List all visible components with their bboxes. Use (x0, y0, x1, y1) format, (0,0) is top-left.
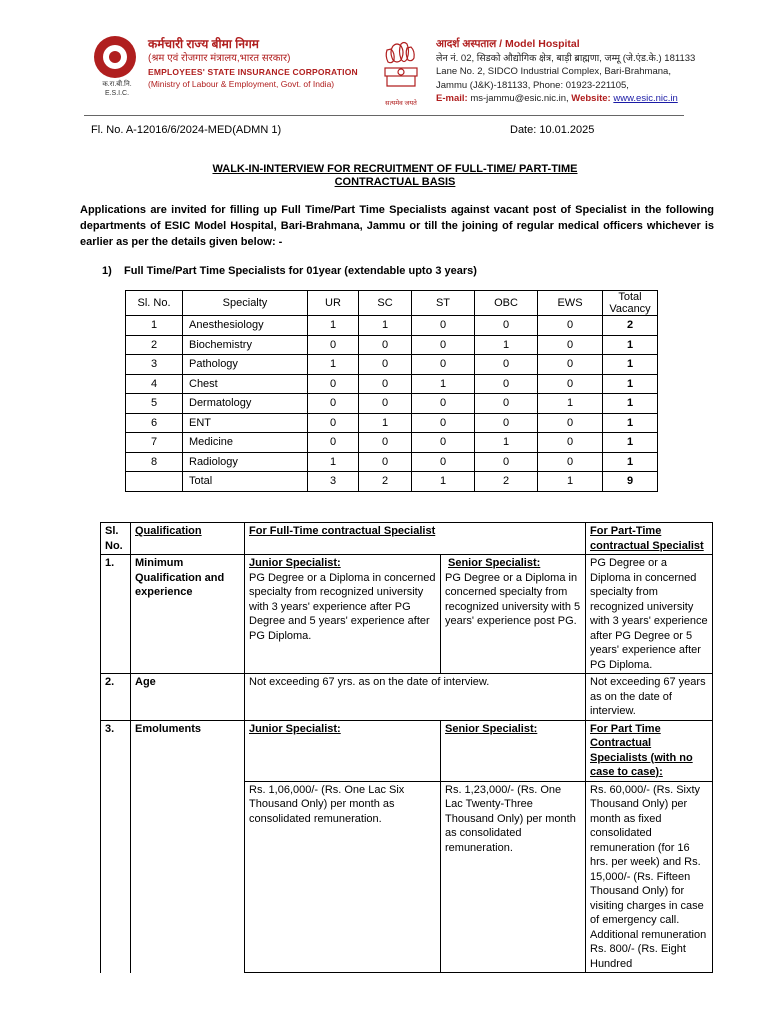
section-1-text: Full Time/Part Time Specialists for 01year (extendable upto 3 years) (124, 265, 477, 277)
junior-specialist-qualification: PG Degree or a Diploma in concerned specialty from recognized university with 3 years' experience after PG Degree and 5 years' experience after PG Diploma. (249, 571, 436, 642)
document-date: Date: 10.01.2025 (510, 124, 595, 136)
qual-row-3-sl: 3. (101, 720, 131, 973)
cell-st: 0 (412, 433, 475, 453)
cell-ur: 0 (308, 394, 359, 414)
cell-st: 0 (412, 316, 475, 336)
ministry-english: (Ministry of Labour & Employment, Govt. of India) (148, 79, 335, 89)
cell-specialty: Dermatology (183, 394, 308, 414)
emoluments-part-time-value: Rs. 60,000/- (Rs. Sixty Thousand Only) per month as fixed consolidated remuneration (for 16 hrs. per week) and Rs. 15,000/- (Rs. Fifteen Thousand Only) for visiting charges in case of emergency call. Additional remuneration Rs. 800/- (Rs. Eight Hundred (586, 781, 713, 973)
cell-sl-no: 8 (126, 452, 183, 472)
cell-obc: 1 (475, 335, 538, 355)
header-sc: SC (359, 291, 412, 316)
qual-header-part-time: For Part-Time contractual Specialist (586, 523, 713, 555)
cell-sl-no: 6 (126, 413, 183, 433)
cell-sc: 0 (359, 374, 412, 394)
cell-total-vacancy: 1 (603, 452, 658, 472)
emoluments-senior-heading: Senior Specialist: (441, 720, 586, 781)
qual-header-sl: Sl. No. (101, 523, 131, 555)
website-link[interactable]: www.esic.nic.in (613, 93, 678, 104)
total-st: 1 (412, 472, 475, 492)
cell-st: 0 (412, 452, 475, 472)
hospital-address-line-2: Jammu (J&K)-181133, Phone: 01923-221105, (436, 79, 629, 91)
header-ur: UR (308, 291, 359, 316)
cell-obc: 0 (475, 316, 538, 336)
cell-specialty: Pathology (183, 355, 308, 375)
vacancy-table (125, 290, 658, 492)
qual-row-1-senior (441, 555, 586, 674)
cell-sl-no: 2 (126, 335, 183, 355)
title-line-2: CONTRACTUAL BASIS (334, 176, 456, 188)
cell-ews: 0 (538, 374, 603, 394)
cell-obc: 0 (475, 394, 538, 414)
cell-specialty: Radiology (183, 452, 308, 472)
senior-specialist-qualification: PG Degree or a Diploma in concerned specialty from recognized university with 5 years' experience post PG. (445, 571, 581, 627)
emoluments-junior-heading: Junior Specialist: (245, 720, 441, 781)
cell-total-vacancy: 1 (603, 413, 658, 433)
cell-sc: 0 (359, 433, 412, 453)
header-st: ST (412, 291, 475, 316)
header-obc: OBC (475, 291, 538, 316)
cell-specialty: ENT (183, 413, 308, 433)
qualification-table (100, 522, 713, 973)
table-row (126, 316, 658, 336)
cell-sc: 0 (359, 355, 412, 375)
emblem-caption: सत्यमेव जयते (385, 100, 417, 107)
cell-sc: 1 (359, 413, 412, 433)
cell-ews: 0 (538, 355, 603, 375)
total-ur: 3 (308, 472, 359, 492)
table-total-row (126, 472, 658, 492)
hospital-address-line-1: Lane No. 2, SIDCO Industrial Complex, Bari-Brahmana, (436, 66, 671, 77)
cell-sl-no: 7 (126, 433, 183, 453)
cell-sc: 0 (359, 335, 412, 355)
qual-row-min-qualification (101, 555, 713, 674)
section-1-heading (102, 265, 477, 277)
hospital-name: आदर्श अस्पताल / Model Hospital (436, 38, 580, 50)
table-row (126, 433, 658, 453)
cell-sl-no: 5 (126, 394, 183, 414)
qual-row-2-full-time: Not exceeding 67 yrs. as on the date of interview. (245, 674, 586, 721)
cell-ur: 0 (308, 374, 359, 394)
hospital-address-hindi: लेन नं. 02, सिडको औद्योगिक क्षेत्र, बाड़ी ब्राह्मणा, जम्मू (जे.एंड.के.) 181133 (436, 52, 696, 64)
org-name-english: EMPLOYEES' STATE INSURANCE CORPORATION (148, 67, 358, 77)
table-row (126, 394, 658, 414)
cell-sl-no: 1 (126, 316, 183, 336)
qual-row-1-label: Minimum Qualification and experience (131, 555, 245, 674)
cell-sc: 1 (359, 316, 412, 336)
emoluments-senior-value: Rs. 1,23,000/- (Rs. One Lac Twenty-Three Thousand Only) per month as consolidated remuneration. (441, 781, 586, 973)
cell-st: 0 (412, 413, 475, 433)
cell-ews: 0 (538, 433, 603, 453)
cell-ur: 0 (308, 413, 359, 433)
qual-row-2-label: Age (131, 674, 245, 721)
title-line-1: WALK-IN-INTERVIEW FOR RECRUITMENT OF FULL-TIME/ PART-TIME (212, 163, 578, 175)
hospital-address-block (436, 38, 696, 106)
email-label: E-mail: (436, 93, 468, 104)
esic-abbreviation: क.रा.बी.नि. E.S.I.C. (102, 81, 132, 97)
cell-total-vacancy: 1 (603, 394, 658, 414)
table-row (126, 374, 658, 394)
header-sl-no: Sl. No. (126, 291, 183, 316)
cell-ews: 1 (538, 394, 603, 414)
cell-sl-no: 3 (126, 355, 183, 375)
total-specialty: Total (183, 472, 308, 492)
total-obc: 2 (475, 472, 538, 492)
cell-sl-no: 4 (126, 374, 183, 394)
cell-ur: 0 (308, 335, 359, 355)
table-row (126, 452, 658, 472)
cell-specialty: Anesthesiology (183, 316, 308, 336)
qual-header-qualification: Qualification (131, 523, 245, 555)
emoluments-junior-value: Rs. 1,06,000/- (Rs. One Lac Six Thousand Only) per month as consolidated remuneration. (245, 781, 441, 973)
qual-header-full-time: For Full-Time contractual Specialist (245, 523, 586, 555)
cell-st: 0 (412, 335, 475, 355)
cell-ur: 1 (308, 355, 359, 375)
table-row (126, 355, 658, 375)
cell-st: 0 (412, 355, 475, 375)
cell-obc: 0 (475, 355, 538, 375)
vacancy-table-header-row (126, 291, 658, 316)
cell-ews: 0 (538, 335, 603, 355)
cell-specialty: Biochemistry (183, 335, 308, 355)
cell-specialty: Chest (183, 374, 308, 394)
intro-paragraph: Applications are invited for filling up Full Time/Part Time Specialists against vacant post of Specialist in the following departments of ESIC Model Hospital, Bari-Brahmana, Jammu or till the joining of regular medical officers whichever is earlier as per the details given below: - (80, 204, 714, 248)
cell-total-vacancy: 1 (603, 433, 658, 453)
qual-header-row (101, 523, 713, 555)
total-ews: 1 (538, 472, 603, 492)
cell-st: 1 (412, 374, 475, 394)
junior-specialist-heading: Junior Specialist: (249, 557, 341, 569)
cell-total-vacancy: 1 (603, 355, 658, 375)
cell-total-vacancy: 1 (603, 335, 658, 355)
qual-row-2-part-time: Not exceeding 67 years as on the date of interview. (586, 674, 713, 721)
cell-obc: 0 (475, 413, 538, 433)
cell-ur: 0 (308, 433, 359, 453)
letterhead (90, 36, 696, 116)
cell-specialty: Medicine (183, 433, 308, 453)
hospital-contact-line (436, 92, 696, 106)
cell-obc: 0 (475, 452, 538, 472)
cell-obc: 1 (475, 433, 538, 453)
website-label: Website: (571, 93, 611, 104)
cell-sc: 0 (359, 452, 412, 472)
cell-ews: 0 (538, 316, 603, 336)
senior-specialist-heading: Senior Specialist: (448, 557, 541, 569)
table-row (126, 335, 658, 355)
qual-row-age (101, 674, 713, 721)
cell-ews: 0 (538, 413, 603, 433)
total-sc: 2 (359, 472, 412, 492)
qual-row-1-sl: 1. (101, 555, 131, 674)
esic-logo-icon (94, 36, 136, 78)
total-total-vacancy: 9 (603, 472, 658, 492)
cell-ews: 0 (538, 452, 603, 472)
letterhead-divider (84, 115, 684, 116)
cell-ur: 1 (308, 452, 359, 472)
qual-row-3-label: Emoluments (131, 720, 245, 973)
org-name-hindi: कर्मचारी राज्य बीमा निगम (148, 37, 259, 51)
header-total-vacancy: Total Vacancy (603, 291, 658, 316)
section-1-number: 1) (102, 265, 112, 277)
document-title (120, 163, 670, 189)
qual-row-1-junior (245, 555, 441, 674)
cell-total-vacancy: 2 (603, 316, 658, 336)
vacancy-table-body (126, 316, 658, 492)
header-ews: EWS (538, 291, 603, 316)
org-name-block (148, 37, 378, 90)
file-reference-number: Fl. No. A-12016/6/2024-MED(ADMN 1) (91, 124, 282, 136)
national-emblem-icon (379, 38, 423, 98)
cell-ur: 1 (308, 316, 359, 336)
cell-sc: 0 (359, 394, 412, 414)
cell-st: 0 (412, 394, 475, 414)
email-value[interactable]: ms-jammu@esic.nic.in, (470, 93, 569, 104)
table-row (126, 413, 658, 433)
cell-obc: 0 (475, 374, 538, 394)
header-specialty: Specialty (183, 291, 308, 316)
emoluments-part-time-heading: For Part Time Contractual Specialists (with no case to case): (586, 720, 713, 781)
qual-row-emoluments-heads (101, 720, 713, 781)
ministry-hindi: (श्रम एवं रोजगार मंत्रालय,भारत सरकार) (148, 53, 291, 64)
qual-row-1-part-time: PG Degree or a Diploma in concerned specialty from recognized university with 3 years' experience after PG Degree or 5 years' experience after PG Diploma. (586, 555, 713, 674)
total-sl-no (126, 472, 183, 492)
cell-total-vacancy: 1 (603, 374, 658, 394)
qual-row-2-sl: 2. (101, 674, 131, 721)
